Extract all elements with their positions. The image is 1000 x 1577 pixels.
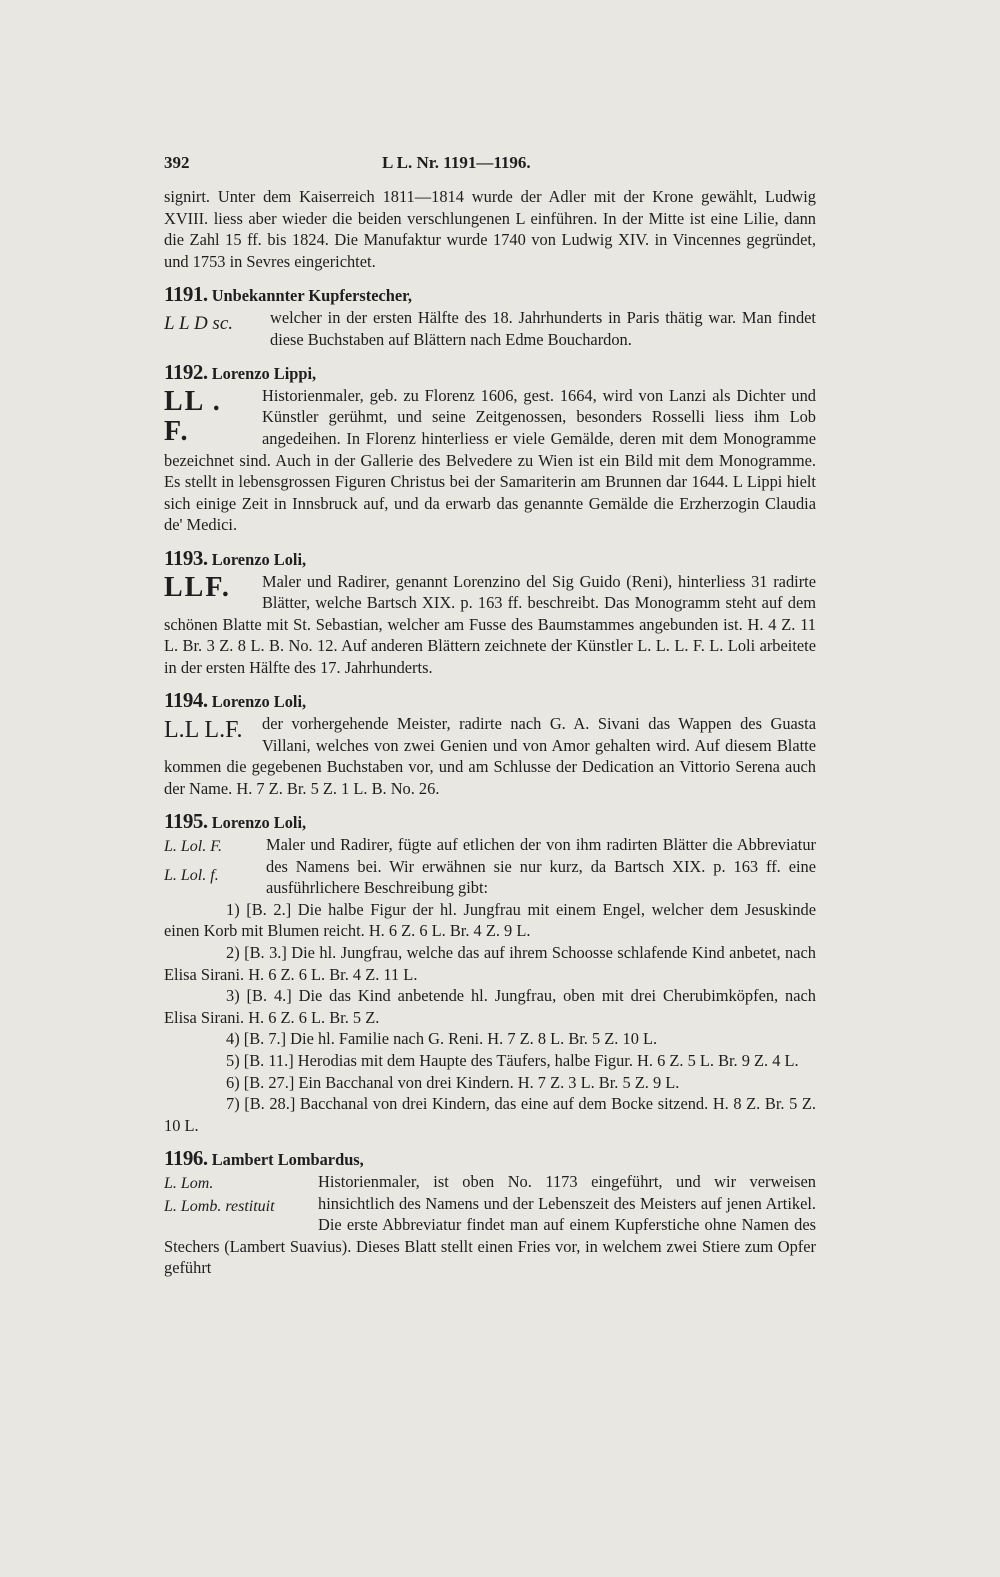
monogram: LL . F. [164, 385, 222, 447]
entry-text: Historienmaler, geb. zu Florenz 1606, gest. 1664, wird von Lanzi als Dichter und Künstler gerühmt, und seine Zeitgenossen, besonders Rosselli liess ihm Lob angedeihen. In Florenz hinterliess er viele Gemälde, deren mit dem Monogramme bezeichnet sind. Auch in der Gallerie des Belvedere zu Wien ist ein Bild mit dem Monogramme. Es stellt in lebensgrossen Figuren Christus bei der Samariterin am Brunnen dar 1644. L Lippi hielt sich einige Zeit in Innsbruck auf, und da erwarb das genannte Gemälde die Erzherzogin Claudia de' Medici. [164, 385, 816, 535]
page-number: 392 [164, 153, 190, 172]
entry-1191 [164, 284, 816, 350]
running-title: L L. Nr. 1191—1196. [382, 153, 531, 172]
artist-name: Lorenzo Loli, [211, 692, 307, 712]
list-item: 5) [B. 11.] Herodias mit dem Haupte des Täufers, halbe Figur. H. 6 Z. 5 L. Br. 9 Z. 4 L. [226, 1050, 799, 1070]
entry-number: 1195. [164, 811, 208, 834]
monogram: L. Lol. f. [164, 867, 219, 885]
entry-1194 [164, 690, 816, 799]
list-item: 4) [B. 7.] Die hl. Familie nach G. Reni. H. 7 Z. 8 L. Br. 5 Z. 10 L. [226, 1029, 658, 1049]
text-column [164, 148, 816, 1279]
list-item: 2) [B. 3.] Die hl. Jungfrau, welche das auf ihrem Schoosse schlafende Kind anbetet, nach Elisa Sirani. H. 6 Z. 6 L. Br. 4 Z. 11 L. [164, 943, 816, 984]
intro-paragraph: signirt. Unter dem Kaiserreich 1811—1814 wurde der Adler mit der Krone gewählt, Ludwig XVIII. liess aber wieder die beiden verschlungenen L einführen. In der Mitte ist eine Lilie, dann die Zahl 15 ff. bis 1824. Die Manufaktur wurde 1740 von Ludwig XIV. in Vincennes gegründet, und 1753 in Sevres eingerichtet. [164, 187, 816, 271]
entry-number: 1193. [164, 547, 208, 570]
monogram: LLF. [164, 571, 231, 603]
artist-name: Lorenzo Loli, [211, 813, 307, 833]
entry-number: 1191. [164, 284, 208, 307]
monogram: L. Lom. [164, 1174, 214, 1192]
monogram-group [164, 1173, 312, 1217]
entry-1196 [164, 1148, 816, 1279]
artist-name: Lambert Lombardus, [211, 1150, 364, 1170]
entry-text: Maler und Radirer, fügte auf etlichen der von ihm radirten Blätter die Abbreviatur des Namens bei. Wir erwähnen sie nur kurz, da Bartsch XIX. p. 163 ff. eine ausführlichere Beschreibung gibt: [266, 835, 816, 898]
monogram: L. Lomb. restituit [164, 1197, 275, 1215]
list-item: 6) [B. 27.] Ein Bacchanal von drei Kindern. H. 7 Z. 3 L. Br. 5 Z. 9 L. [226, 1072, 680, 1092]
monogram: L.L L.F. [164, 717, 243, 744]
list-item: 7) [B. 28.] Bacchanal von drei Kindern, das eine auf dem Bocke sitzend. H. 8 Z. Br. 5 Z. 10 L. [164, 1094, 816, 1135]
entry-1193 [164, 548, 816, 679]
monogram: L. Lol. F. [164, 838, 222, 856]
entry-1192 [164, 362, 816, 536]
page-header [164, 148, 816, 176]
artist-name: Unbekannter Kupferstecher, [211, 286, 413, 306]
entry-text: welcher in der ersten Hälfte des 18. Jahrhunderts in Paris thätig war. Man findet diese Buchstaben auf Blättern nach Edme Bouchardon. [270, 307, 816, 349]
list-item: 3) [B. 4.] Die das Kind anbetende hl. Jungfrau, oben mit drei Cherubimköpfen, nach Elisa Sirani. H. 6 Z. 6 L. Br. 5 Z. [164, 986, 816, 1027]
list-item: 1) [B. 2.] Die halbe Figur der hl. Jungfrau mit einem Engel, welcher dem Jesuskinde einen Korb mit Blumen reicht. H. 6 Z. 6 L. Br. 4 Z. 9 L. [164, 899, 816, 941]
entry-text: Historienmaler, ist oben No. 1173 eingeführt, und wir verweisen hinsichtlich des Namens und der Lebenszeit des Meisters auf jenen Artikel. Die erste Abbreviatur findet man auf einem Kupferstiche ohne Namen des Stechers (Lambert Suavius). Dieses Blatt stellt einen Fries vor, in welchem zwei Stiere zum Opfer geführt [164, 1171, 816, 1278]
artist-name: Lorenzo Lippi, [211, 364, 317, 384]
entry-1195 [164, 811, 816, 1136]
monogram-group [164, 836, 260, 886]
entry-text: Maler und Radirer, genannt Lorenzino del Sig Guido (Reni), hinterliess 31 radirte Blätter, welche Bartsch XIX. p. 163 ff. beschreibt. Das Monogramm steht auf dem schönen Blatte mit St. Sebastian, welcher am Fusse des Baumstammes angebunden ist. H. 4 Z. 11 L. Br. 3 Z. 8 L. B. No. 12. Auf anderen Blättern zeichnete der Künstler L. L. L. F. L. Loli arbeitete in der ersten Hälfte des 17. Jahrhunderts. [164, 571, 816, 677]
artist-name: Lorenzo Loli, [211, 549, 307, 569]
entry-text: der vorhergehende Meister, radirte nach G. A. Sivani das Wappen des Guasta Villani, welches von zwei Genien und von Amor gehalten wird. Auf diesem Blatte kommen die gegebenen Buchstaben vor, und am Schlusse der Dedication an Vittorio Serena auch der Name. H. 7 Z. Br. 5 Z. 1 L. B. No. 26. [164, 714, 816, 798]
entry-number: 1192. [164, 362, 208, 385]
entry-number: 1194. [164, 690, 208, 713]
entry-number: 1196. [164, 1148, 208, 1171]
monogram: L L D sc. [164, 312, 233, 334]
